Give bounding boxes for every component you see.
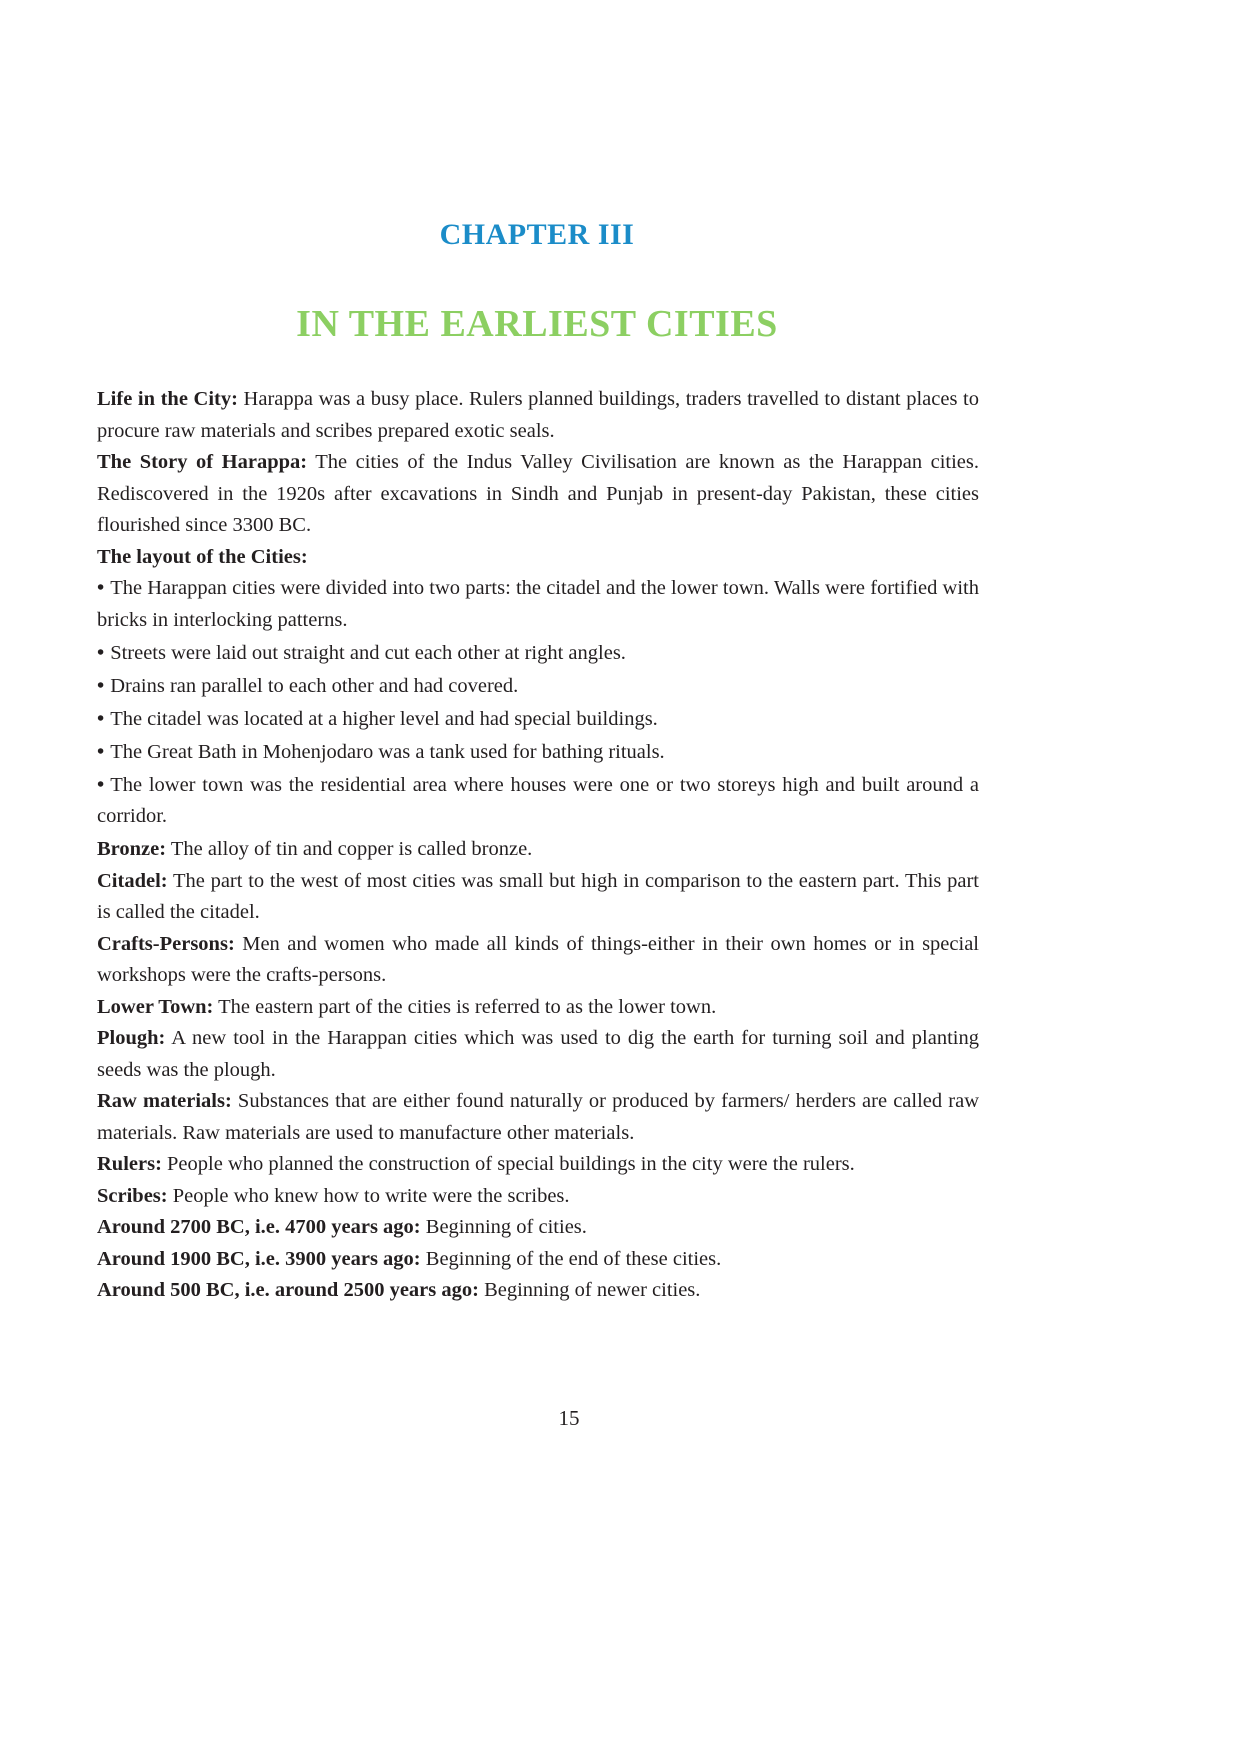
- glossary-definition: Substances that are either found naturally or produced by farmers/ herders are called raw materials. Raw materials are used to manufacture other materials.: [97, 1090, 980, 1144]
- glossary-definition: People who knew how to write were the scribes.: [167, 1184, 570, 1207]
- glossary-term: Scribes:: [97, 1184, 168, 1207]
- timeline-entry: [97, 1212, 979, 1244]
- bullet-dot-icon: •: [97, 773, 105, 796]
- glossary-definition: People who planned the construction of special buildings in the city were the rulers.: [161, 1153, 855, 1175]
- bullet-text: Drains ran parallel to each other and had covered.: [110, 674, 519, 697]
- glossary-entry-citadel: [97, 866, 979, 929]
- definition-story-of-harappa: The cities of the Indus Valley Civilisation are known as the Harappan cities. Rediscovered in the 1920s after excavations in Sindh and Punjab in present-day Pakistan, these cities flourished since 3300 BC.: [97, 451, 979, 536]
- bullet-dot-icon: •: [97, 740, 105, 763]
- layout-heading: The layout of the Cities:: [97, 545, 308, 568]
- bullet-text: The Great Bath in Mohenjodaro was a tank used for bathing rituals.: [110, 740, 665, 763]
- definition-life-in-city: Harappa was a busy place. Rulers planned buildings, traders travelled to distant places to procure raw materials and scribes prepared exotic seals.: [97, 388, 979, 442]
- term-story-of-harappa: The Story of Harappa:: [97, 451, 308, 473]
- glossary-definition: The eastern part of the cities is referred to as the lower town.: [213, 995, 717, 1018]
- layout-bullet: [97, 573, 979, 636]
- timeline-date: Around 2700 BC, i.e. 4700 years ago:: [97, 1216, 421, 1238]
- glossary-entry-crafts-persons: [97, 929, 979, 992]
- chapter-title: IN THE EARLIEST CITIES: [296, 303, 778, 345]
- glossary-term: Raw materials:: [97, 1090, 232, 1112]
- timeline-date: Around 500 BC, i.e. around 2500 years ago:: [97, 1279, 479, 1301]
- chapter-label: CHAPTER III: [439, 218, 635, 251]
- layout-bullet-list: [97, 573, 979, 833]
- glossary-term: Lower Town:: [97, 995, 214, 1018]
- glossary-term: Citadel:: [97, 869, 168, 892]
- glossary-entry-bronze: [97, 834, 979, 866]
- bullet-dot-icon: •: [97, 674, 105, 697]
- glossary-entry-raw-materials: [97, 1086, 979, 1149]
- layout-bullet: [97, 638, 979, 670]
- term-life-in-city: Life in the City:: [97, 388, 238, 410]
- layout-bullet: [97, 770, 979, 833]
- timeline-event: Beginning of cities.: [420, 1216, 587, 1238]
- layout-bullet: [97, 737, 979, 769]
- timeline-entry: [97, 1244, 979, 1276]
- bullet-text: The Harappan cities were divided into two parts: the citadel and the lower town. Walls were fortified with bricks in interlocking patterns.: [97, 577, 979, 631]
- glossary-definition: The part to the west of most cities was small but high in comparison to the eastern part. This part is called the citadel.: [97, 869, 979, 923]
- glossary-entry-lower-town: [97, 992, 979, 1024]
- layout-bullet: [97, 704, 979, 736]
- glossary-definition: The alloy of tin and copper is called bronze.: [166, 838, 533, 860]
- paragraph-story-of-harappa: [97, 447, 979, 542]
- paragraph-life-in-city: [97, 384, 979, 447]
- bullet-text: The citadel was located at a higher level and had special buildings.: [110, 707, 658, 730]
- timeline-date: Around 1900 BC, i.e. 3900 years ago:: [97, 1247, 421, 1270]
- timeline-event: Beginning of newer cities.: [478, 1279, 701, 1301]
- bullet-text: The lower town was the residential area where houses were one or two storeys high and built around a corridor.: [97, 773, 979, 827]
- glossary-term: Bronze:: [97, 838, 167, 860]
- glossary-term: Plough:: [97, 1027, 166, 1049]
- glossary-term: Crafts-Persons:: [97, 932, 235, 955]
- page-number: 15: [558, 1406, 580, 1430]
- glossary-term: Rulers:: [97, 1153, 162, 1175]
- glossary-definition: Men and women who made all kinds of things-either in their own homes or in special workshops were the crafts-persons.: [97, 932, 979, 986]
- timeline-entry: [97, 1275, 979, 1307]
- bullet-text: Streets were laid out straight and cut each other at right angles.: [110, 641, 626, 664]
- glossary-entry-rulers: [97, 1149, 979, 1181]
- timeline-event: Beginning of the end of these cities.: [420, 1247, 722, 1270]
- chapter-content: [97, 384, 979, 1307]
- glossary-entry-scribes: [97, 1181, 979, 1213]
- bullet-dot-icon: •: [97, 641, 105, 664]
- bullet-dot-icon: •: [97, 707, 105, 730]
- layout-bullet: [97, 671, 979, 703]
- glossary-definition: A new tool in the Harappan cities which was used to dig the earth for turning soil and planting seeds was the plough.: [97, 1027, 979, 1081]
- glossary-entry-plough: [97, 1023, 979, 1086]
- bullet-dot-icon: •: [97, 577, 105, 599]
